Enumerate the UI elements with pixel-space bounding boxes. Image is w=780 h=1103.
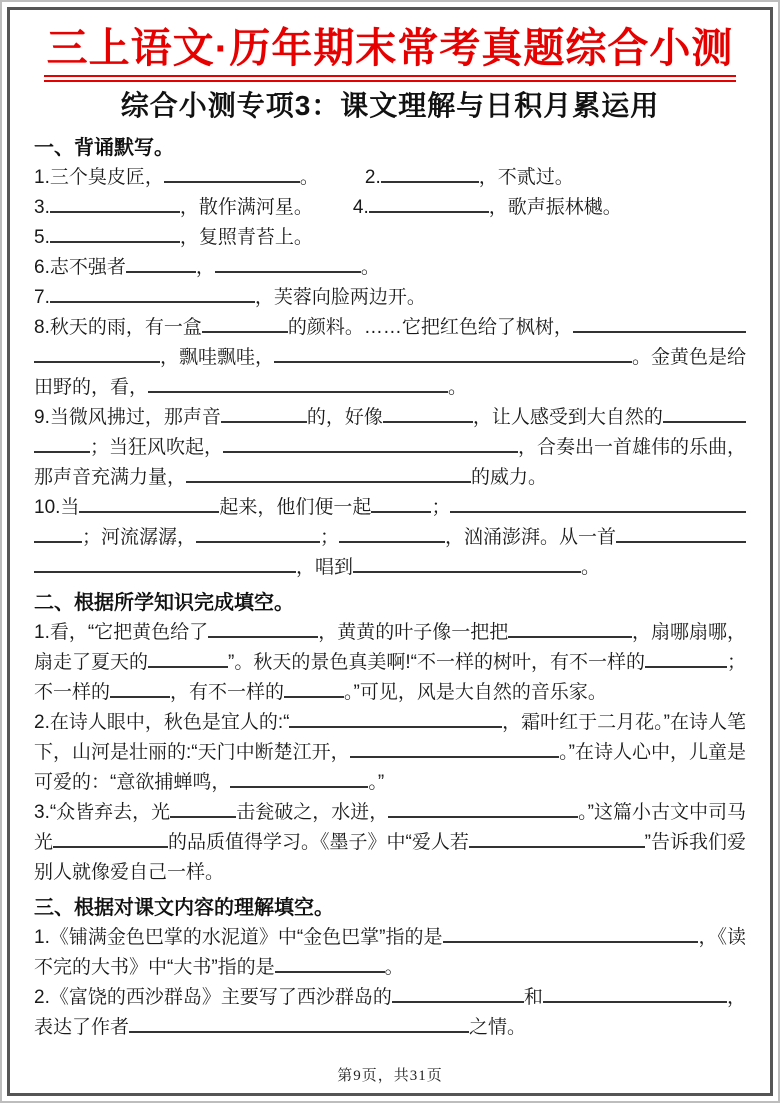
- answer-blank: [543, 1001, 727, 1003]
- question-line: [34, 493, 746, 523]
- answer-blank: [196, 541, 320, 543]
- text-run: 别人就像爱自己一样。: [34, 862, 225, 884]
- answer-blank: [110, 696, 170, 698]
- question-line: [34, 283, 746, 313]
- question-line: [34, 738, 746, 768]
- answer-blank: [148, 391, 448, 393]
- answer-blank: [383, 421, 473, 423]
- question-line: [34, 343, 746, 373]
- text-run: ，: [195, 257, 215, 279]
- question-line: [34, 253, 746, 283]
- question-line: [34, 463, 746, 493]
- answer-blank: [79, 511, 219, 513]
- text-run: 击瓮破之，水迸，: [236, 802, 389, 824]
- text-run: 1.三个臭皮匠，: [34, 167, 164, 189]
- text-run: 8.秋天的雨，有一盒: [34, 317, 202, 339]
- answer-blank: [215, 271, 361, 273]
- question-line: [34, 553, 746, 583]
- answer-blank: [34, 361, 160, 363]
- text-run: 。: [581, 557, 601, 579]
- answer-blank: [663, 421, 746, 423]
- text-run: 9.当微风拂过，那声音: [34, 407, 221, 429]
- text-run: ，: [726, 987, 746, 1009]
- page-footer: 第9页，共31页: [337, 1068, 443, 1084]
- answer-blank: [129, 1031, 469, 1033]
- answer-blank: [274, 361, 632, 363]
- text-run: 的颜料。……它把红色给了枫树，: [287, 317, 573, 339]
- question-line: [34, 953, 746, 983]
- text-run: ”告诉我们爱: [644, 832, 746, 854]
- answer-blank: [350, 756, 560, 758]
- text-run: 的，好像: [306, 407, 383, 429]
- answer-blank: [450, 511, 746, 513]
- answer-blank: [469, 846, 645, 848]
- answer-blank: [148, 666, 228, 668]
- answer-blank: [34, 571, 296, 573]
- answer-blank: [164, 181, 300, 183]
- page-frame: [7, 7, 773, 1096]
- section-heading: 一、背诵默写。: [34, 137, 174, 160]
- text-run: 。: [448, 377, 468, 399]
- answer-blank: [50, 211, 180, 213]
- question-line: [34, 618, 746, 648]
- answer-blank: [645, 666, 727, 668]
- answer-blank: [369, 211, 489, 213]
- text-run: 2.: [364, 167, 381, 189]
- question-line: [34, 858, 746, 888]
- text-run: 和: [523, 987, 543, 1009]
- question-line: [34, 313, 746, 343]
- page-subtitle: 综合小测专项3：课文理解与日积月累运用: [120, 89, 660, 121]
- text-run: ”。秋天的景色真美啊!“不一样的树叶，有不一样的: [228, 652, 645, 674]
- text-run: 。: [384, 957, 404, 979]
- text-run: ，复照青苔上。: [179, 227, 313, 249]
- answer-blank: [34, 541, 82, 543]
- answer-blank: [208, 636, 318, 638]
- question-line: [34, 648, 746, 678]
- question-line: [34, 193, 746, 223]
- question-line: [34, 798, 746, 828]
- answer-blank: [339, 541, 445, 543]
- text-run: ；: [726, 652, 746, 674]
- text-run: ，黄黄的叶子像一把把: [318, 622, 509, 644]
- text-run: 的威力。: [471, 467, 548, 489]
- answer-blank: [388, 816, 578, 818]
- answer-blank: [230, 786, 368, 788]
- text-run: 3.: [34, 197, 50, 219]
- answer-blank: [221, 421, 307, 423]
- text-run: 1.看，“它把黄色给了: [34, 622, 209, 644]
- text-run: 不完的大书》中“大书”指的是: [34, 957, 275, 979]
- title-row: [34, 26, 746, 82]
- text-run: 5.: [34, 227, 50, 249]
- answer-blank: [126, 271, 196, 273]
- question-line: [34, 828, 746, 858]
- text-run: ，《读: [698, 927, 746, 949]
- answer-blank: [275, 971, 385, 973]
- text-run: 6.志不强者: [34, 257, 126, 279]
- text-run: ，飘哇飘哇，: [160, 347, 275, 369]
- text-run: 。”在诗人心中，儿童是: [559, 742, 746, 764]
- text-run: 。”: [368, 772, 385, 794]
- text-run: ，散作满河星。: [179, 197, 313, 219]
- answer-blank: [289, 726, 502, 728]
- question-line: [34, 433, 746, 463]
- text-run: 田野的，看，: [34, 377, 149, 399]
- text-run: ；: [320, 527, 340, 549]
- text-run: 。”这篇小古文中司马: [578, 802, 746, 824]
- text-run: 下，山河是壮丽的:“天门中断楚江开，: [34, 742, 350, 764]
- answer-blank: [508, 636, 632, 638]
- text-run: 7.: [34, 287, 50, 309]
- text-run: ；: [431, 497, 451, 519]
- page-title: 三上语文·历年期末常考真题综合小测: [44, 26, 737, 82]
- text-run: 。: [360, 257, 380, 279]
- section-heading: 三、根据对课文内容的理解填空。: [34, 897, 334, 920]
- text-run: 的品质值得学习。《墨子》中“爱人若: [168, 832, 469, 854]
- text-run: ，歌声振林樾。: [488, 197, 622, 219]
- text-run: ，汹涌澎湃。从一首: [445, 527, 617, 549]
- text-run: ，扇哪扇哪，: [631, 622, 746, 644]
- answer-blank: [50, 301, 255, 303]
- text-run: 2.《富饶的西沙群岛》主要写了西沙群岛的: [34, 987, 392, 1009]
- answer-blank: [443, 941, 699, 943]
- text-run: 光: [34, 832, 54, 854]
- answer-blank: [53, 846, 168, 848]
- question-line: [34, 678, 746, 708]
- answer-blank: [573, 331, 746, 333]
- text-run: 。”可见，风是大自然的音乐家。: [344, 682, 607, 704]
- text-run: ，合奏出一首雄伟的乐曲，: [517, 437, 746, 459]
- question-line: [34, 223, 746, 253]
- text-run: 。: [299, 167, 319, 189]
- answer-blank: [34, 451, 90, 453]
- question-line: [34, 403, 746, 433]
- answer-blank: [381, 181, 479, 183]
- text-run: ，霜叶红于二月花。”在诗人笔: [502, 712, 746, 734]
- question-line: [34, 923, 746, 953]
- text-run: 可爱的：“意欲捕蝉鸣，: [34, 772, 231, 794]
- text-run: ；当狂风吹起，: [90, 437, 224, 459]
- text-run: 10.当: [34, 497, 80, 519]
- text-run: 3.“众皆弃去，光: [34, 802, 171, 824]
- answer-blank: [392, 1001, 524, 1003]
- text-run: 起来，他们便一起: [219, 497, 372, 519]
- text-run: ，让人感受到大自然的: [472, 407, 663, 429]
- section-heading: 二、根据所学知识完成填空。: [34, 592, 294, 615]
- answer-blank: [170, 816, 236, 818]
- text-run: 4.: [352, 197, 369, 219]
- text-run: 1.《铺满金色巴掌的水泥道》中“金色巴掌”指的是: [34, 927, 443, 949]
- question-line: [34, 708, 746, 738]
- text-run: ，不贰过。: [478, 167, 574, 189]
- text-run: 扇走了夏天的: [34, 652, 149, 674]
- answer-blank: [616, 541, 746, 543]
- answer-blank: [186, 481, 471, 483]
- answer-blank: [50, 241, 180, 243]
- text-run: 表达了作者: [34, 1017, 130, 1039]
- text-run: 。金黄色是给: [631, 347, 746, 369]
- question-line: [34, 1013, 746, 1043]
- question-line: [34, 523, 746, 553]
- question-line: [34, 373, 746, 403]
- text-run: ；河流潺潺，: [82, 527, 197, 549]
- question-line: [34, 768, 746, 798]
- text-run: 之情。: [469, 1017, 527, 1039]
- text-run: 不一样的: [34, 682, 111, 704]
- text-run: 那声音充满力量，: [34, 467, 187, 489]
- document-body: [34, 128, 746, 1060]
- answer-blank: [353, 571, 581, 573]
- text-run: ，芙蓉向脸两边开。: [254, 287, 426, 309]
- answer-blank: [284, 696, 344, 698]
- text-run: 2.在诗人眼中，秋色是宜人的:“: [34, 712, 290, 734]
- answer-blank: [202, 331, 288, 333]
- question-line: [34, 983, 746, 1013]
- text-run: ，唱到: [296, 557, 354, 579]
- text-run: ，有不一样的: [170, 682, 285, 704]
- answer-blank: [223, 451, 518, 453]
- answer-blank: [371, 511, 431, 513]
- question-line: [34, 163, 746, 193]
